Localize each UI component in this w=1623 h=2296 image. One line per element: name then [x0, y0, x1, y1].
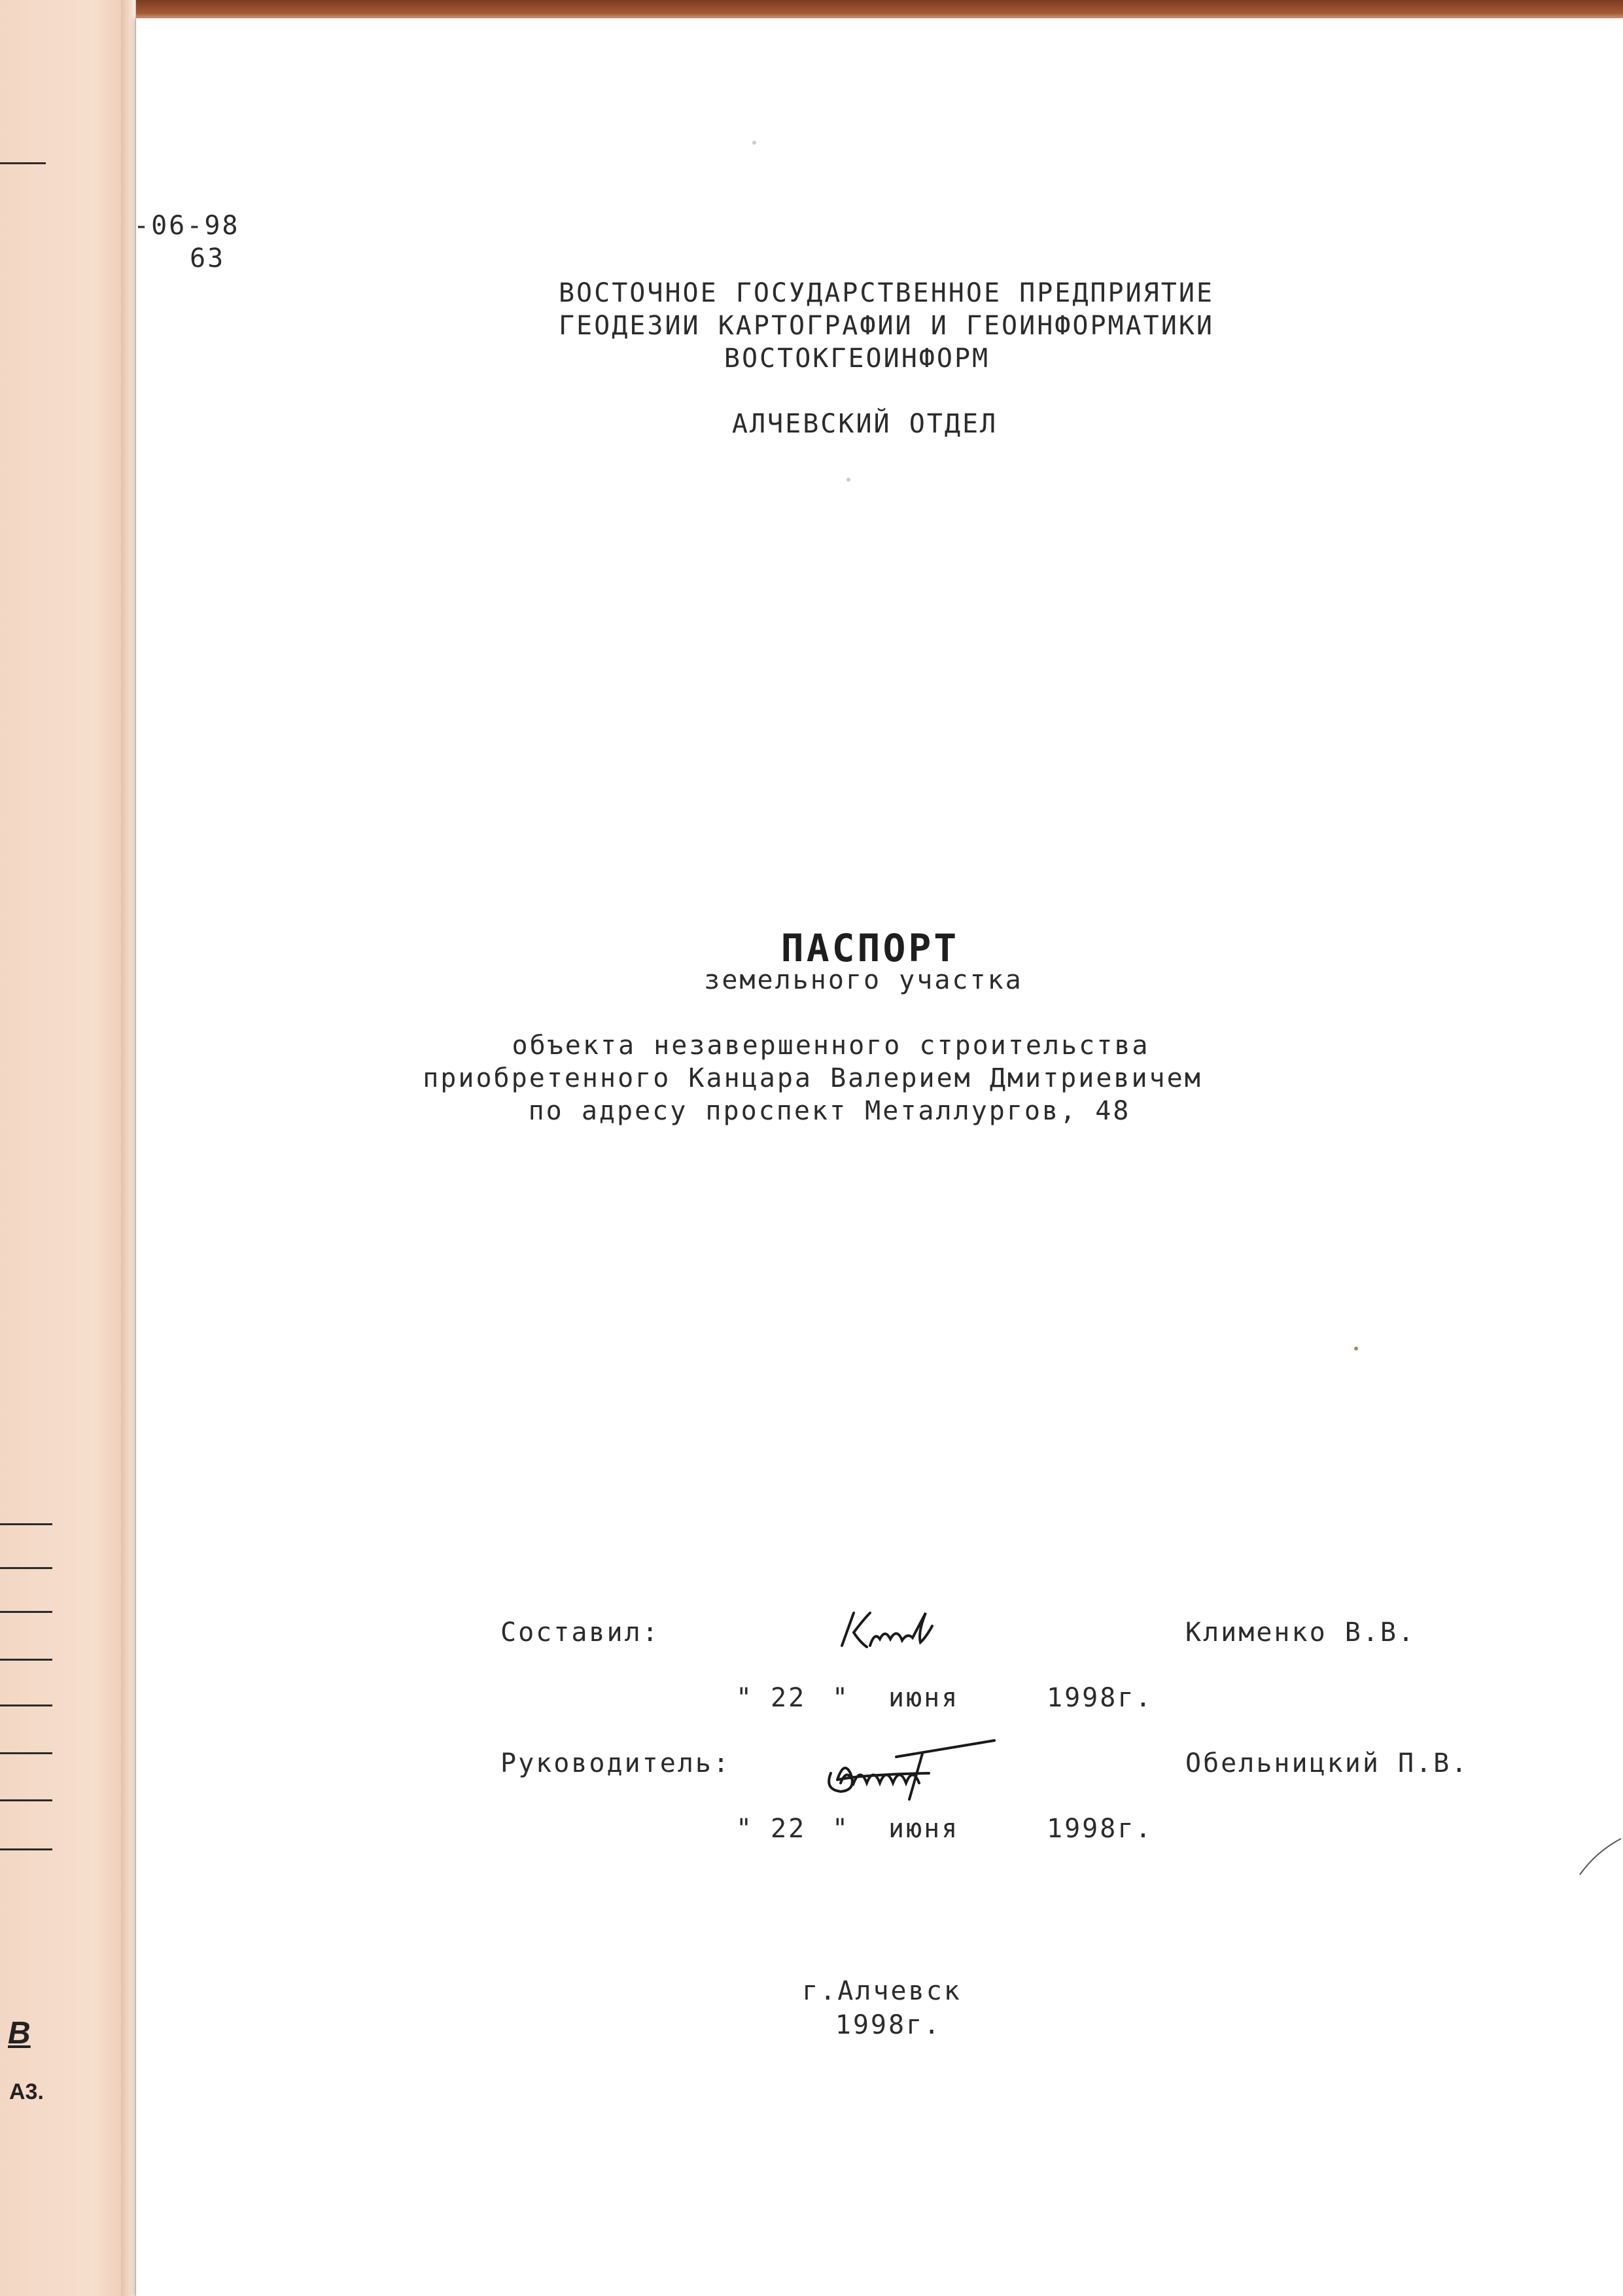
compiled-signature [834, 1600, 945, 1659]
footer-year: 1998г. [835, 2010, 942, 2040]
strip-format-label: А3. [9, 2079, 44, 2104]
scan-speck [1354, 1347, 1358, 1351]
strip-tick [0, 162, 46, 164]
compiled-date-day: 22 [771, 1683, 807, 1713]
margin-date: -06-98 [133, 211, 240, 241]
compiled-date-open-quote: " [736, 1683, 754, 1713]
strip-tick [0, 1848, 52, 1850]
scan-speck [846, 478, 850, 482]
header-line-2: ГЕОДЕЗИИ КАРТОГРАФИИ И ГЕОИНФОРМАТИКИ [558, 311, 1215, 341]
left-fold-shadow [121, 0, 135, 2296]
object-line-3: по адресу проспект Металлургов, 48 [528, 1096, 1131, 1126]
page-corner-mark [1577, 1832, 1622, 1878]
head-date-open-quote: " [736, 1814, 754, 1844]
strip-tick [0, 1567, 52, 1569]
strip-tick [0, 1523, 52, 1525]
head-date-close-quote: " [832, 1814, 850, 1844]
strip-tick [0, 1611, 52, 1613]
object-line-1: объекта незавершенного строительства [512, 1031, 1150, 1061]
head-date-year: 1998г. [1047, 1814, 1153, 1844]
strip-tick [0, 1752, 52, 1754]
strip-tick [0, 1704, 52, 1706]
left-folder-strip [0, 0, 136, 2296]
strip-tick [0, 1799, 52, 1801]
head-date-month: июня [888, 1814, 960, 1844]
header-line-3: ВОСТОКГЕОИНФОРМ [724, 344, 990, 374]
document-title: ПАСПОРТ [780, 926, 960, 970]
head-label: Руководитель: [500, 1748, 731, 1778]
object-line-2: приобретенного Канцара Валерием Дмитриевичем [423, 1063, 1202, 1093]
compiled-date-close-quote: " [832, 1683, 850, 1713]
compiled-label: Составил: [500, 1617, 660, 1648]
head-signature [811, 1727, 1001, 1809]
scan-speck [752, 141, 756, 145]
department-name: АЛЧЕВСКИЙ ОТДЕЛ [731, 409, 998, 439]
document-subtitle: земельного участка [704, 965, 1023, 995]
head-name: Обельницкий П.В. [1185, 1748, 1469, 1778]
margin-number: 63 [190, 243, 226, 274]
head-date-day: 22 [771, 1814, 807, 1844]
compiled-date-year: 1998г. [1047, 1683, 1153, 1713]
footer-city: г.Алчевск [802, 1976, 962, 2006]
compiled-date-month: июня [888, 1683, 960, 1713]
strip-tick [0, 1659, 52, 1661]
header-line-1: ВОСТОЧНОЕ ГОСУДАРСТВЕННОЕ ПРЕДПРИЯТИЕ [558, 278, 1215, 308]
strip-letter: В [8, 2016, 31, 2051]
compiled-name: Клименко В.В. [1185, 1617, 1416, 1648]
